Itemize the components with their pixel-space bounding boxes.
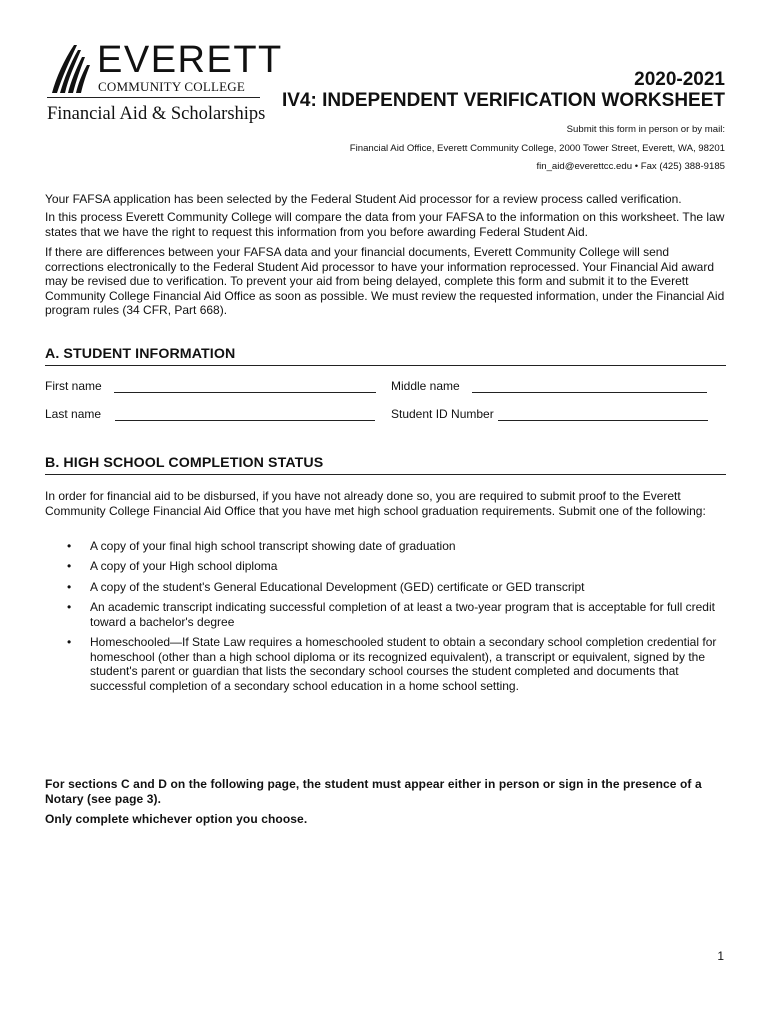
intro-paragraph-1: Your FAFSA application has been selected by the Federal Student Aid processor for a review process called verification. — [45, 192, 682, 206]
first-name-label: First name — [45, 379, 102, 393]
list-item — [45, 600, 725, 629]
last-name-field[interactable] — [45, 407, 375, 421]
student-id-input-line[interactable] — [498, 409, 708, 421]
list-item — [45, 635, 725, 693]
submit-instructions: Submit this form in person or by mail: — [566, 124, 725, 135]
list-item-text: Homeschooled—If State Law requires a homeschooled student to obtain a secondary school completion credential for homeschool (other than a high school diploma or its recognized equivalent), a transcript or equivalent, signed by the student's parent or guardian that lists the secondary school courses the student completed and documents that successful completion of a secondary school education in a home school setting. — [90, 635, 717, 693]
college-logo-icon — [50, 44, 92, 94]
bullet-icon: • — [67, 635, 72, 650]
award-year: 2020-2021 — [634, 69, 725, 90]
office-contact: fin_aid@everettcc.edu • Fax (425) 388-9185 — [536, 161, 725, 172]
middle-name-field[interactable] — [391, 379, 707, 393]
office-address: Financial Aid Office, Everett Community College, 2000 Tower Street, Everett, WA, 98201 — [349, 143, 725, 154]
last-name-input-line[interactable] — [115, 409, 375, 421]
section-b-divider — [45, 474, 726, 475]
middle-name-label: Middle name — [391, 379, 460, 393]
bullet-icon: • — [67, 579, 72, 594]
section-b-intro: In order for financial aid to be disbursed, if you have not already done so, you are required to submit proof to the Everett Community College Financial Aid Office that you have met high school graduation requirements. Submit one of the following: — [45, 489, 706, 518]
bullet-icon: • — [67, 539, 72, 553]
student-id-field[interactable] — [391, 407, 708, 421]
section-a-heading: A. STUDENT INFORMATION — [45, 346, 236, 362]
completion-proof-list — [45, 539, 725, 699]
last-name-label: Last name — [45, 407, 102, 421]
list-item — [45, 559, 725, 574]
page-number: 1 — [717, 949, 724, 963]
first-name-input-line[interactable] — [114, 381, 376, 393]
logo-college-subtitle: COMMUNITY COLLEGE — [98, 79, 245, 94]
section-b-heading: B. HIGH SCHOOL COMPLETION STATUS — [45, 455, 324, 471]
first-name-field[interactable] — [45, 379, 376, 393]
notary-note: For sections C and D on the following page, the student must appear either in person or sign in the presence of a Notary (see page 3). — [45, 777, 702, 806]
list-item-text: An academic transcript indicating successful completion of at least a two-year program that is acceptable for full credit toward a bachelor's degree — [90, 600, 715, 629]
list-item — [45, 539, 725, 554]
bullet-icon: • — [67, 600, 72, 615]
page-title: IV4: INDEPENDENT VERIFICATION WORKSHEET — [281, 90, 725, 111]
intro-paragraph-3: If there are differences between your FAFSA data and your financial documents, Everett Community College will send corrections electronically to the Federal Student Aid processor to have your information reprocessed. Your Financial Aid award may be revised due to verification. To prevent your aid from being delayed, complete this form and submit it to the Everett Community College Financial Aid Office as soon as possible. We must review the requested information, under the Financial Aid program rules (34 CFR, Part 668). — [45, 245, 725, 318]
bullet-icon: • — [67, 559, 72, 574]
student-id-label: Student ID Number — [391, 407, 494, 421]
logo-college-name: EVERETT — [97, 39, 283, 81]
option-note: Only complete whichever option you choose. — [45, 812, 308, 826]
list-item-text: A copy of your High school diploma — [90, 559, 278, 574]
logo-divider — [47, 97, 260, 98]
list-item-text: A copy of the student's General Educational Development (GED) certificate or GED transcript — [90, 579, 585, 594]
section-a-divider — [45, 365, 726, 366]
middle-name-input-line[interactable] — [472, 381, 707, 393]
list-item-text: A copy of your final high school transcript showing date of graduation — [90, 539, 456, 553]
list-item — [45, 580, 725, 595]
intro-paragraph-2: In this process Everett Community College will compare the data from your FAFSA to the information on this worksheet. The law states that we have the right to request this information from you before awarding Federal Student Aid. — [45, 210, 725, 239]
logo-department: Financial Aid & Scholarships — [47, 104, 266, 124]
